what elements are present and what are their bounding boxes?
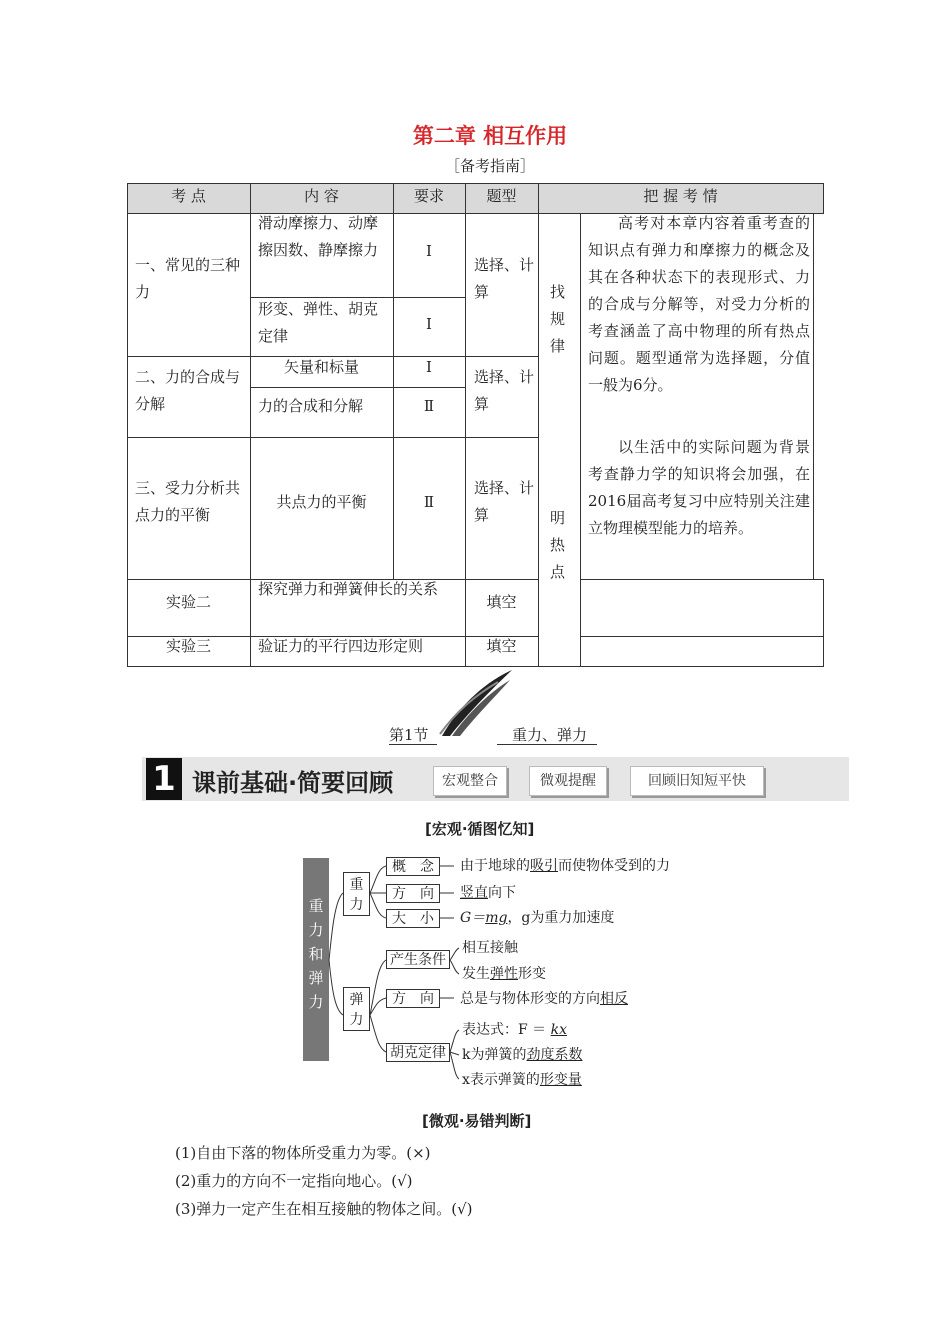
topic-3-req: Ⅱ	[423, 493, 435, 511]
topic-2-req-2: Ⅱ	[423, 397, 435, 415]
rule-label: 找规律	[550, 283, 566, 355]
banner-number: 1	[146, 758, 182, 800]
topic-1-content-1: 滑动摩擦力、动摩擦因数、静摩擦力	[258, 214, 379, 259]
elastic-condition-2: 发生弹性形变	[462, 966, 546, 982]
header-topic: 考 点	[171, 187, 206, 205]
pill-micro: 微观提醒	[529, 766, 607, 796]
header-requirement: 要求	[413, 187, 444, 205]
experiment-3: 实验三	[165, 637, 211, 655]
hooke-expression: 表达式：F ＝ kx	[462, 1022, 568, 1038]
banner-title: 课前基础·简要回顾	[192, 769, 394, 797]
header-content: 内 容	[304, 187, 339, 205]
gravity-direction-box: 方 向	[386, 884, 440, 903]
guide-label: ［备考指南］	[444, 157, 535, 175]
topic-1-req-2: Ⅰ	[426, 315, 432, 333]
topic-3: 三、受力分析共点力的平衡	[135, 479, 241, 524]
section-name: 重力、弹力	[512, 726, 588, 744]
experiment-2: 实验二	[165, 593, 211, 611]
header-exam-analysis: 把 握 考 情	[643, 187, 718, 205]
pill-macro: 宏观整合	[433, 766, 507, 796]
gravity-concept-box: 概 念	[386, 857, 440, 876]
gravity-size-text: G＝mg，g为重力加速度	[460, 910, 615, 926]
topic-3-type: 选择、计算	[474, 479, 535, 524]
hot-label: 明热点	[550, 509, 566, 581]
experiment-2-content: 探究弹力和弹簧伸长的关系	[258, 580, 439, 598]
topic-1-req-1: Ⅰ	[426, 242, 432, 260]
gravity-direction-text: 竖直向下	[460, 885, 516, 901]
topic-2-content-2: 力的合成和分解	[258, 397, 364, 415]
gravity-concept-text: 由于地球的吸引而使物体受到的力	[460, 858, 670, 874]
elastic-node: 弹力	[343, 987, 370, 1031]
judgment-2: (2)重力的方向不一定指向地心。(√)	[175, 1172, 413, 1190]
topic-2: 二、力的合成与分解	[135, 368, 241, 413]
experiment-2-type: 填空	[486, 593, 517, 611]
micro-heading: [微观·易错判断]	[422, 1112, 532, 1130]
section-number: 第1节	[389, 726, 429, 744]
macro-heading: [宏观·循图忆知]	[425, 820, 535, 838]
hooke-k-meaning: k为弹簧的劲度系数	[462, 1047, 583, 1063]
judgment-3: (3)弹力一定产生在相互接触的物体之间。(√)	[175, 1200, 473, 1218]
gravity-size-box: 大 小	[386, 909, 440, 928]
hot-text: 以生活中的实际问题为背景考查静力学的知识将会加强，在2016届高考复习中应特别关注建立物理模型能力的培养。	[588, 438, 810, 537]
topic-2-content-1: 矢量和标量	[283, 358, 359, 376]
experiment-3-content: 验证力的平行四边形定则	[258, 637, 424, 655]
judgment-1: (1)自由下落的物体所受重力为零。(×)	[175, 1144, 431, 1162]
mindmap-root-label: 重力和弹力	[308, 897, 324, 1011]
elastic-condition-1: 相互接触	[462, 940, 518, 956]
hooke-x-meaning: x表示弹簧的形变量	[462, 1072, 582, 1088]
topic-2-type: 选择、计算	[474, 368, 535, 413]
topic-1-content-2: 形变、弹性、胡克定律	[258, 300, 379, 345]
gravity-node: 重力	[343, 872, 370, 916]
topic-2-req-1: Ⅰ	[426, 358, 432, 376]
header-question-type: 题型	[486, 187, 517, 205]
hooke-law-box: 胡克定律	[386, 1043, 450, 1062]
pill-review: 回顾旧知短平快	[630, 766, 764, 796]
chapter-title: 第二章 相互作用	[412, 124, 568, 148]
elastic-direction-text: 总是与物体形变的方向相反	[460, 991, 628, 1007]
topic-1-type: 选择、计算	[474, 256, 535, 301]
elastic-condition-box: 产生条件	[386, 950, 450, 969]
topic-3-content: 共点力的平衡	[276, 493, 367, 511]
elastic-direction-box: 方 向	[386, 989, 440, 1008]
experiment-3-type: 填空	[486, 637, 517, 655]
rule-text: 高考对本章内容着重考查的知识点有弹力和摩擦力的概念及其在各种状态下的表现形式、力的合成与分解等，对受力分析的考查涵盖了高中物理的所有热点问题。题型通常为选择题，分值一般为6分。	[588, 214, 810, 394]
topic-1: 一、常见的三种力	[135, 256, 241, 301]
